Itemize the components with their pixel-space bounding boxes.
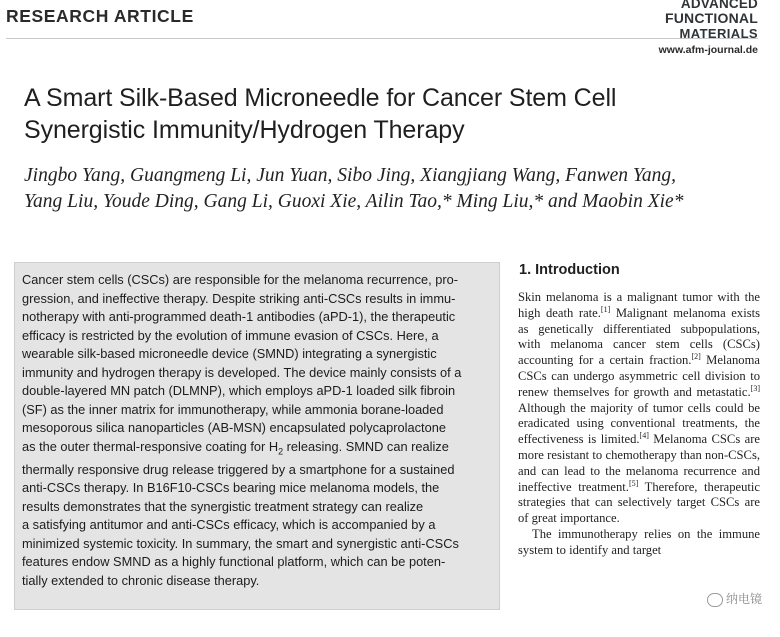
citation-superscript[interactable]: [5] [628, 478, 639, 488]
abstract-line: gression, and ineffective therapy. Despite striking anti-CSCs results in immu- [22, 290, 456, 306]
abstract-line: efficacy is restricted by the evolution of immune evasion of CSCs. Here, a [22, 327, 439, 343]
intro-text-segment: Melanoma CSCs are more resistant to chemotherapy than non-CSCs, and can lead to the melanoma recurrence and ineffective treatment. [518, 432, 760, 494]
intro-text-segment: Malignant melanoma exists as genetically differentiated subpopulations, with melanoma cancer stem cells (CSCs) accounting for a certain fraction. [518, 305, 760, 368]
abstract-line: minimized systemic toxicity. In summary, the smart and synergistic anti-CSCs [22, 535, 459, 551]
abstract-line: mesoporous silica nanoparticles (AB-MSN) encapsulated polycaprolactone [22, 420, 446, 435]
wechat-icon [707, 593, 723, 607]
h2-text-start: as the outer thermal-responsive coating for H [22, 438, 279, 454]
citation-superscript[interactable]: [4] [639, 430, 649, 440]
logo-line-3: MATERIALS [679, 26, 758, 41]
intro-paragraph-2 [518, 527, 760, 559]
abstract-line: tially extended to chronic disease therapy. [22, 572, 260, 588]
abstract-line: anti-CSCs therapy. In B16F10-CSCs bearing mice melanoma models, the [22, 480, 440, 496]
h2-text-end: releasing. SMND can realize [283, 438, 449, 454]
intro-text-segment: Although the majority of tumor cells could be eradicated using conventional treatments, the effectiveness is limited. [518, 400, 760, 447]
abstract-text [22, 271, 492, 590]
abstract-line: notherapy with anti-programmed death-1 antibodies (aPD-1), the therapeutic [22, 309, 456, 324]
title-line-1: A Smart Silk-Based Microneedle for Cancer Stem Cell [24, 84, 617, 112]
introduction-body [518, 290, 760, 559]
abstract-line: Cancer stem cells (CSCs) are responsible for the melanoma recurrence, pro- [22, 272, 458, 287]
citation-superscript[interactable]: [1] [600, 304, 611, 314]
abstract-line: double-layered MN patch (DLMNP), which employs aPD-1 loaded silk fibroin [22, 383, 456, 398]
watermark [707, 590, 762, 607]
title-line-2: Synergistic Immunity/Hydrogen Therapy [24, 116, 465, 144]
abstract-line: results demonstrates that the synergistic treatment strategy can realize [22, 498, 424, 514]
intro-text-segment: Melanoma CSCs can undergo asymmetric cell division to renew themselves for growth and metastatic. [518, 353, 760, 399]
authors-line-1: Jingbo Yang, Guangmeng Li, Jun Yuan, Sibo Jing, Xiangjiang Wang, Fanwen Yang, [24, 165, 677, 186]
citation-superscript[interactable]: [2] [691, 352, 701, 361]
abstract-line-h2 [22, 438, 492, 461]
journal-logo [622, 0, 758, 45]
h2-subscript: 2 [278, 446, 284, 457]
abstract-line: a satisfying antitumor and anti-CSCs efficacy, which is accompanied by a [22, 517, 436, 533]
logo-line-1: ADVANCED [680, 0, 758, 11]
abstract-line: features endow SMND as a highly functional platform, which can be poten- [22, 554, 446, 570]
intro-text-segment: Therefore, therapeutic strategies that can selectively target CSCs are of great importance. [518, 479, 760, 526]
intro-paragraph-1 [518, 290, 760, 527]
abstract-line: immunity and hydrogen therapy is developed. The device mainly consists of a [22, 364, 462, 380]
authors-line-2: Yang Liu, Youde Ding, Gang Li, Guoxi Xie, Ailin Tao,* Ming Liu,* and Maobin Xie* [24, 191, 684, 212]
journal-url[interactable]: www.afm-journal.de [658, 44, 758, 56]
abstract-line: thermally responsive drug release triggered by a smartphone for a sustained [22, 461, 455, 477]
author-list [24, 163, 764, 215]
abstract-line: (SF) as the inner matrix for immunotherapy, while ammonia borane-loaded [22, 401, 444, 417]
intro-paragraph-2-text: The immunotherapy relies on the immune system to identify and target [518, 526, 760, 557]
watermark-text: 纳电镜 [725, 592, 762, 606]
citation-superscript[interactable]: [3] [750, 383, 760, 393]
article-title [24, 82, 744, 146]
logo-line-2: FUNCTIONAL [665, 10, 758, 26]
intro-text-segment: Skin melanoma is a malignant tumor with the high death rate. [518, 290, 760, 320]
abstract-line: wearable silk-based microneedle device (SMND) integrating a synergistic [22, 346, 437, 361]
section-label: RESEARCH ARTICLE [6, 6, 194, 26]
introduction-heading: 1. Introduction [519, 262, 620, 278]
